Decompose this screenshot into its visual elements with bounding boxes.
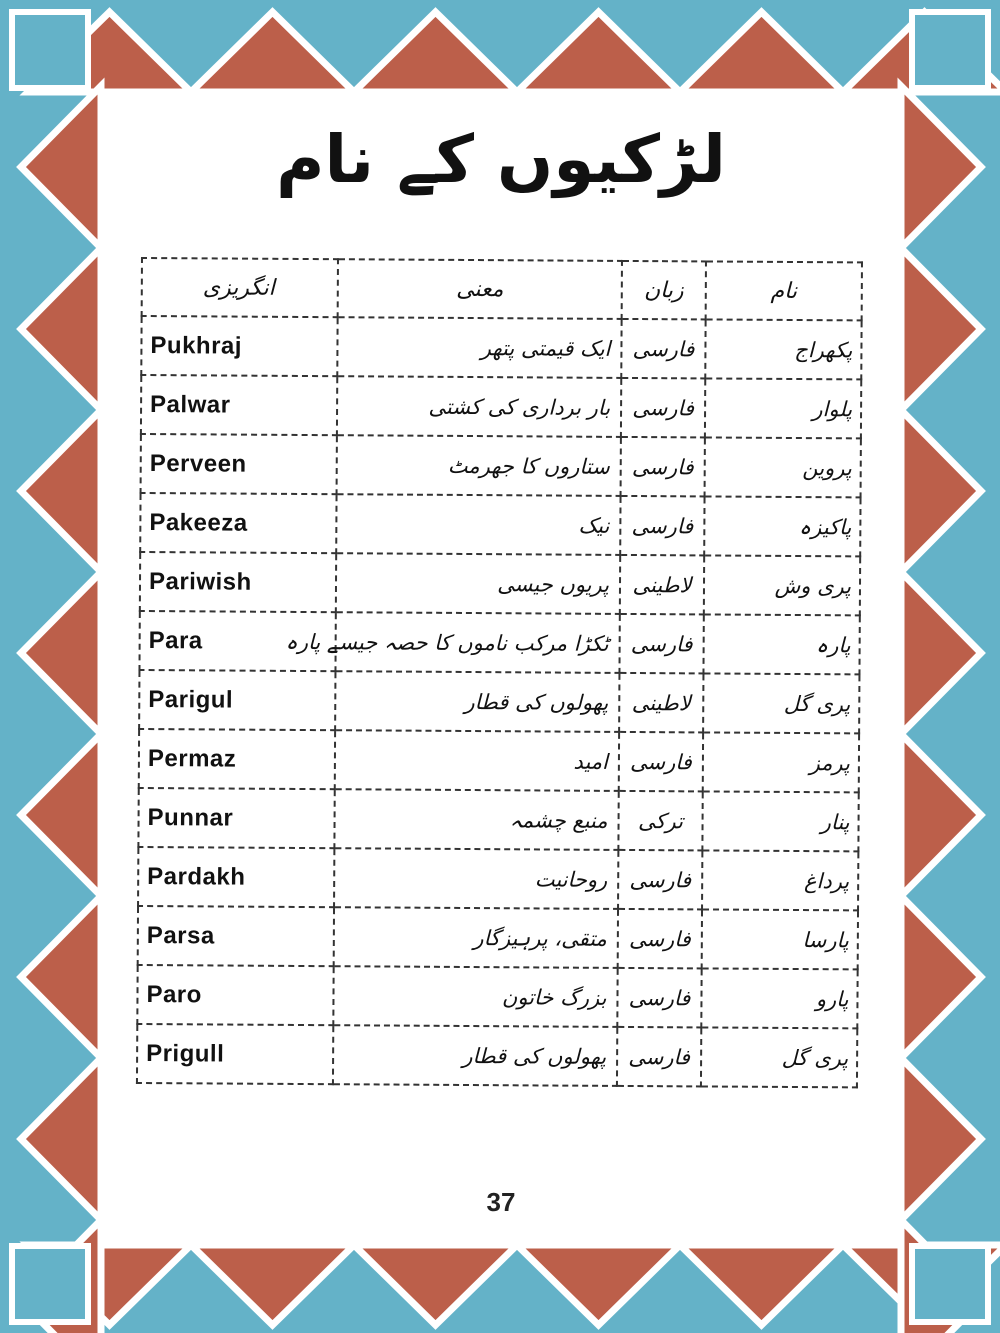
- cell-english: Paro: [137, 965, 333, 1025]
- border-corner-square: [912, 1246, 988, 1322]
- border-triangle-left: [21, 86, 101, 248]
- table-row: [137, 1024, 857, 1087]
- table-row: [141, 434, 861, 497]
- header-language: زبان: [622, 261, 706, 320]
- border-triangle-bottom: [680, 1245, 843, 1325]
- header-name: نام: [706, 261, 862, 320]
- cell-language: فارسی: [617, 1027, 701, 1087]
- page-panel: [101, 92, 901, 1245]
- cell-meaning: ٹکڑا مرکب ناموں کا حصہ جیسے پارہ: [335, 612, 619, 673]
- border-triangle-top: [354, 12, 517, 92]
- cell-name: پنار: [702, 791, 858, 851]
- table-row: [137, 965, 857, 1028]
- border-triangle-right: [901, 572, 981, 734]
- cell-language: فارسی: [620, 496, 704, 556]
- cell-english: Punnar: [138, 788, 334, 848]
- cell-name: پرمز: [703, 732, 859, 792]
- cell-english: Perveen: [141, 434, 337, 494]
- cell-name: پری گل: [701, 1027, 857, 1087]
- cell-language: فارسی: [617, 968, 701, 1028]
- border-triangle-top: [191, 12, 354, 92]
- table-row: [139, 611, 859, 674]
- border-corner-square: [912, 12, 988, 88]
- cell-english: Para: [139, 611, 335, 671]
- border-triangle-top: [680, 12, 843, 92]
- cell-meaning: ایک قیمتی پتھر: [337, 317, 621, 378]
- cell-name: پری گل: [703, 673, 859, 733]
- cell-language: فارسی: [621, 378, 705, 438]
- cell-meaning: روحانیت: [334, 848, 618, 909]
- table-row: [140, 493, 860, 556]
- cell-language: فارسی: [621, 319, 705, 379]
- border-triangle-left: [21, 248, 101, 410]
- cell-meaning: بزرگ خاتون: [333, 966, 617, 1027]
- cell-english: Palwar: [141, 375, 337, 435]
- cell-meaning: پھولوں کی قطار: [333, 1025, 617, 1086]
- cell-name: پرداغ: [702, 850, 858, 910]
- border-triangle-left: [21, 410, 101, 572]
- border-triangle-left: [21, 896, 101, 1058]
- page-number: 37: [486, 1187, 516, 1217]
- cell-language: فارسی: [618, 909, 702, 969]
- table-row: [141, 316, 861, 379]
- border-corner-square: [12, 1246, 88, 1322]
- cell-name: پلوار: [705, 378, 861, 438]
- header-meaning: معنی: [338, 259, 622, 319]
- border-triangle-right: [901, 1058, 981, 1220]
- header-english: انگریزی: [142, 258, 338, 317]
- cell-english: Prigull: [137, 1024, 333, 1084]
- border-triangle-left: [21, 572, 101, 734]
- border-triangle-bottom: [191, 1245, 354, 1325]
- cell-english: Parigul: [139, 670, 335, 730]
- border-triangle-bottom: [517, 1245, 680, 1325]
- table-row: [139, 670, 859, 733]
- table-row: [139, 729, 859, 792]
- cell-name: پارسا: [702, 909, 858, 969]
- table-row: [138, 906, 858, 969]
- table-row: [141, 375, 861, 438]
- table-body: [137, 316, 862, 1087]
- cell-meaning: پھولوں کی قطار: [335, 671, 619, 732]
- cell-english: Pakeeza: [140, 493, 336, 553]
- cell-language: فارسی: [619, 732, 703, 792]
- cell-name: پری وش: [704, 555, 860, 615]
- cell-meaning: بار برداری کی کشتی: [337, 376, 621, 437]
- names-table: [136, 257, 863, 1088]
- border-triangle-right: [901, 734, 981, 896]
- cell-name: پاکیزہ: [704, 496, 860, 556]
- cell-meaning: متقی، پرہیزگار: [334, 907, 618, 968]
- cell-language: فارسی: [619, 614, 703, 674]
- table-row: [138, 788, 858, 851]
- border-triangle-top: [517, 12, 680, 92]
- border-triangle-left: [21, 734, 101, 896]
- cell-language: فارسی: [621, 437, 705, 497]
- cell-meaning: منبع چشمہ: [334, 789, 618, 850]
- border-triangle-left: [21, 1058, 101, 1220]
- cell-language: لاطینی: [619, 673, 703, 733]
- cell-meaning: نیک: [336, 494, 620, 555]
- cell-language: ترکی: [618, 791, 702, 851]
- border-triangle-right: [901, 248, 981, 410]
- border-triangle-right: [901, 896, 981, 1058]
- cell-english: Pariwish: [140, 552, 336, 612]
- cell-english: Pardakh: [138, 847, 334, 907]
- cell-english: Permaz: [139, 729, 335, 789]
- cell-english: Parsa: [138, 906, 334, 966]
- cell-name: پارو: [701, 968, 857, 1028]
- cell-name: پکھراج: [705, 319, 861, 379]
- border-triangle-right: [901, 86, 981, 248]
- table-row: [138, 847, 858, 910]
- cell-language: فارسی: [618, 850, 702, 910]
- table-row: [140, 552, 860, 615]
- border-triangle-right: [901, 410, 981, 572]
- cell-meaning: پریوں جیسی: [336, 553, 620, 614]
- border-corner-square: [12, 12, 88, 88]
- border-triangle-bottom: [354, 1245, 517, 1325]
- cell-meaning: امید: [335, 730, 619, 791]
- page-title: لڑکیوں کے نام: [276, 121, 726, 198]
- cell-name: پارہ: [703, 614, 859, 674]
- cell-name: پروین: [705, 437, 861, 497]
- cell-english: Pukhraj: [141, 316, 337, 376]
- cell-language: لاطینی: [620, 555, 704, 615]
- table-header-row: [142, 258, 862, 320]
- cell-meaning: ستاروں کا جھرمٹ: [337, 435, 621, 496]
